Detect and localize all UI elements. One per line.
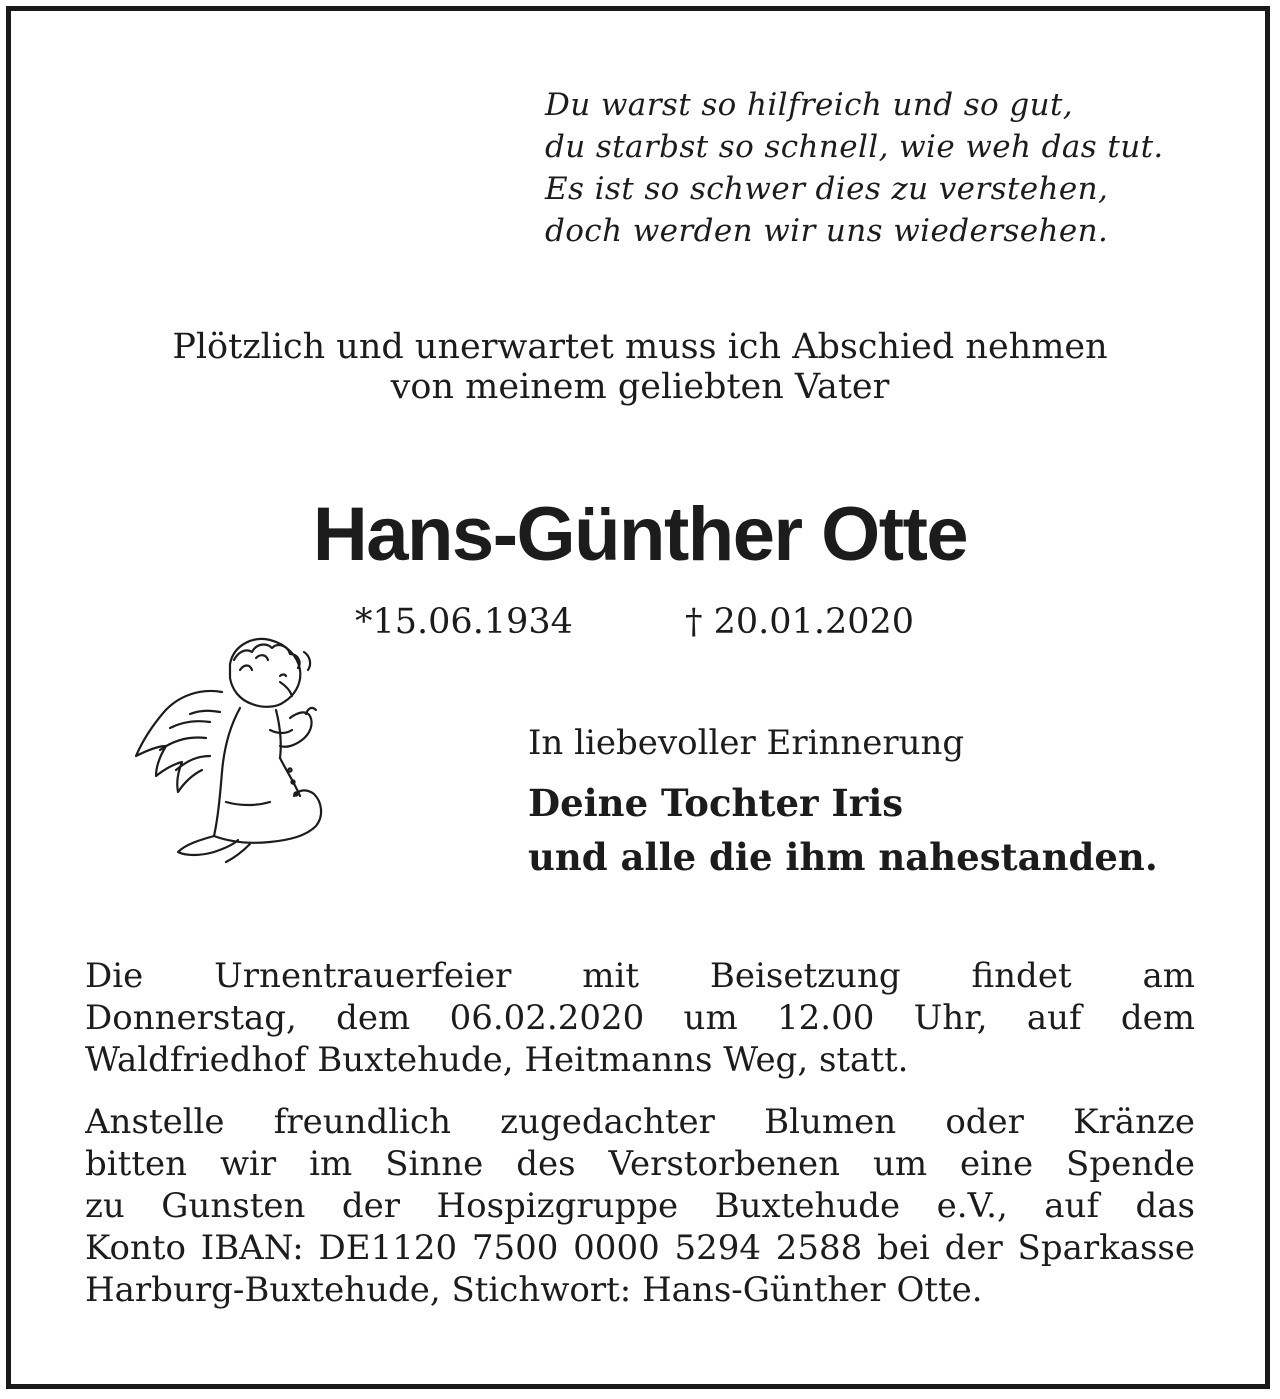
poem-line: du starbst so schnell, wie weh das tut. [545,129,1164,165]
poem-line: Du warst so hilfreich und so gut, [545,87,1074,123]
intro-line: von meinem geliebten Vater [390,367,890,407]
ceremony-paragraph [85,955,1195,1081]
birth-date: *15.06.1934 [355,602,573,642]
praying-angel-icon [130,630,340,875]
intro-line: Plötzlich und unerwartet muss ich Abschied nehmen [172,327,1108,367]
donation-line: Anstelle freundlich zugedachter Blumen oder Kränze [85,1102,1195,1142]
donation-line: zu Gunsten der Hospizgruppe Buxtehude e.V., auf das [85,1186,1195,1226]
remembrance-line: In liebevoller Erinnerung [528,723,965,763]
donation-line: Harburg-Buxtehude, Stichwort: Hans-Günther Otte. [85,1270,983,1310]
signers [528,776,1158,884]
signer-line: Deine Tochter Iris [528,781,904,825]
poem-line: Es ist so schwer dies zu verstehen, [545,171,1109,207]
intro-text [0,327,1280,407]
donation-line: bitten wir im Sinne des Verstorbenen um eine Spende [85,1144,1195,1184]
deceased-name: Hans-Günther Otte [312,492,968,577]
death-date: † 20.01.2020 [685,602,915,642]
ceremony-line: Die Urnentrauerfeier mit Beisetzung findet am [85,956,1195,996]
poem [545,84,1245,252]
signer-line: und alle die ihm nahestanden. [528,835,1158,879]
ceremony-line: Waldfriedhof Buxtehude, Heitmanns Weg, statt. [85,1040,909,1080]
poem-line: doch werden wir uns wiedersehen. [545,213,1109,249]
ceremony-line: Donnerstag, dem 06.02.2020 um 12.00 Uhr, auf dem [85,998,1195,1038]
donation-line: Konto IBAN: DE1120 7500 0000 5294 2588 bei der Sparkasse [85,1228,1195,1268]
donation-paragraph [85,1101,1195,1311]
